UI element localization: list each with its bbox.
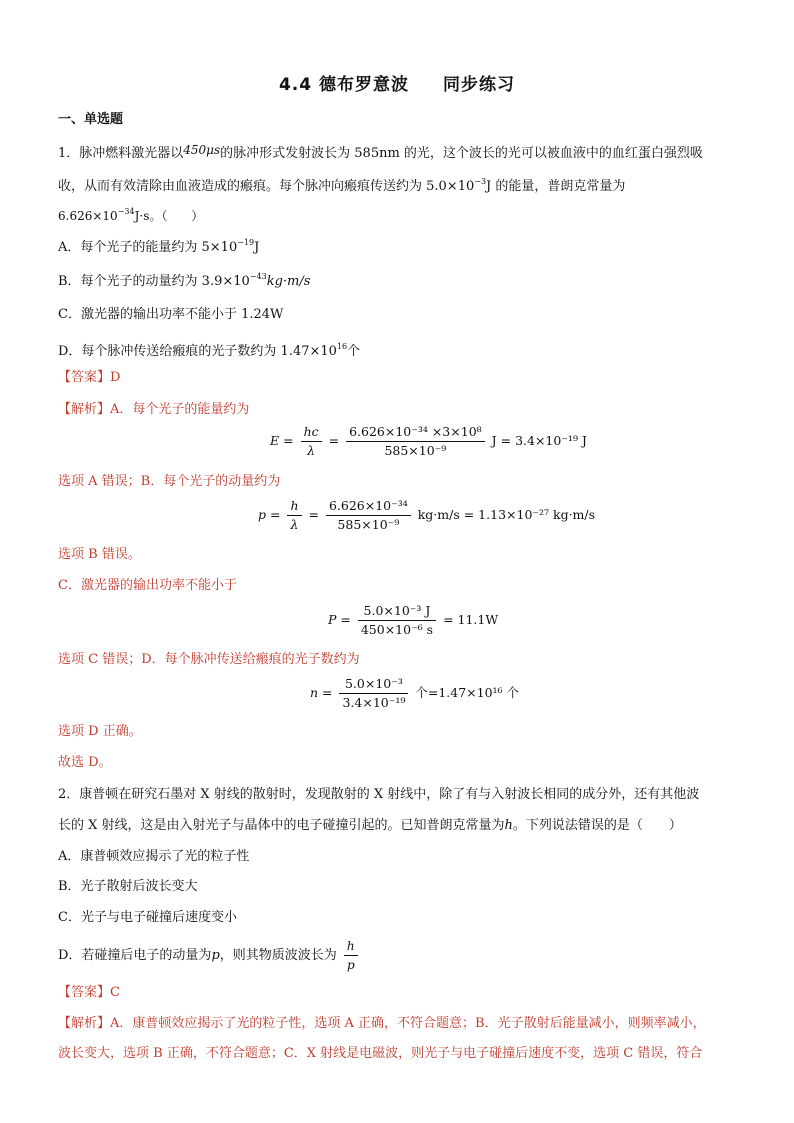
q1-option-b: B．每个光子的动量约为 $3.9\times 10^{-43}kg\cdot m/s$: [58, 272, 311, 289]
q1-answer: 【答案】D: [58, 370, 121, 385]
q1-stem-line-2: 收，从而有效清除由血液造成的瘢痕。每个脉冲向瘢痕传送约为 $5.0\times 10^{-3}J$ 的能量，普朗克常量为: [58, 177, 626, 194]
q1-equation-count: n = $\frac{\text{5.0×10⁻³}}{\text{3.4×10⁻¹⁹}}$ 个=1.47×10¹⁶ 个: [310, 676, 520, 710]
q1-equation-power: P = $\frac{\text{5.0×10⁻³ J}}{\text{450×10⁻⁶ s}}$ = 11.1W: [328, 603, 499, 637]
q1-analysis-5: 选项 C 错误；D．每个脉冲传送给瘢痕的光子数约为: [58, 652, 360, 667]
title-number: 4.4: [278, 75, 313, 95]
q1-equation-energy: E = $\frac{hc}{\lambda}$ = $\frac{\text{6.626×10⁻³⁴ ×3×10⁸}}{\text{585×10⁻⁹}}$ J = 3.4×10⁻¹⁹ J: [270, 424, 587, 458]
q2-option-a: A．康普顿效应揭示了光的粒子性: [58, 849, 250, 864]
q1-option-c: C．激光器的输出功率不能小于 1.24W: [58, 307, 284, 322]
q2-option-d: D．若碰撞后电子的动量为p，则其物质波波长为 $\frac{h}{p}$: [58, 938, 361, 973]
q1-analysis-1: 【解析】A．每个光子的能量约为: [58, 402, 250, 417]
q2-analysis-1: 【解析】A．康普顿效应揭示了光的粒子性，选项 A 正确，不符合题意；B．光子散射后能量减小，则频率减小，: [58, 1016, 706, 1031]
q1-stem-line-3: $6.626\times 10^{-34}J\cdot s$。（ ）: [58, 207, 204, 223]
q2-answer: 【答案】C: [58, 985, 120, 1000]
q1-option-a: A．每个光子的能量约为 $5\times 10^{-19}J$: [58, 238, 260, 255]
q1-option-d: D．每个脉冲传送给瘢痕的光子数约为 $1.47\times 10^{16}$个: [58, 342, 361, 359]
q2-stem-line-2: 长的 X 射线，这是由入射光子与晶体中的电子碰撞引起的。已知普朗克常量为h。下列说法错误的是（ ）: [58, 818, 682, 833]
q2-analysis-2: 波长变大，选项 B 正确，不符合题意；C．X 射线是电磁波，则光子与电子碰撞后速度不变，选项 C 错误，符合: [58, 1046, 703, 1061]
q1-equation-momentum: p = $\frac{h}{\lambda}$ = $\frac{\text{6.626×10⁻³⁴}}{\text{585×10⁻⁹}}$ kg·m/s = 1.13×10⁻²⁷ kg·m/s: [258, 498, 596, 532]
section-heading: 一、单选题: [58, 112, 124, 127]
q2-option-c: C．光子与电子碰撞后速度变小: [58, 910, 237, 925]
q1-analysis-4: C．激光器的输出功率不能小于: [58, 578, 237, 593]
title-main: 德布罗意波: [319, 75, 410, 95]
q1-analysis-3: 选项 B 错误。: [58, 547, 141, 562]
q1-analysis-2: 选项 A 错误；B．每个光子的动量约为: [58, 474, 281, 489]
title-sub: 同步练习: [443, 75, 516, 95]
q1-analysis-7: 故选 D。: [58, 755, 112, 770]
q1-analysis-6: 选项 D 正确。: [58, 724, 142, 739]
q2-stem-line-1: 2．康普顿在研究石墨对 X 射线的散射时，发现散射的 X 射线中，除了有与入射波长相同的成分外，还有其他波: [58, 787, 700, 802]
q2-option-b: B．光子散射后波长变大: [58, 879, 198, 894]
page-title: [0, 70, 794, 95]
q1-stem-line-1: 1．脉冲燃料激光器以450μs的脉冲形式发射波长为 585nm 的光，这个波长的光可以被血液中的血红蛋白强烈吸: [58, 143, 703, 161]
